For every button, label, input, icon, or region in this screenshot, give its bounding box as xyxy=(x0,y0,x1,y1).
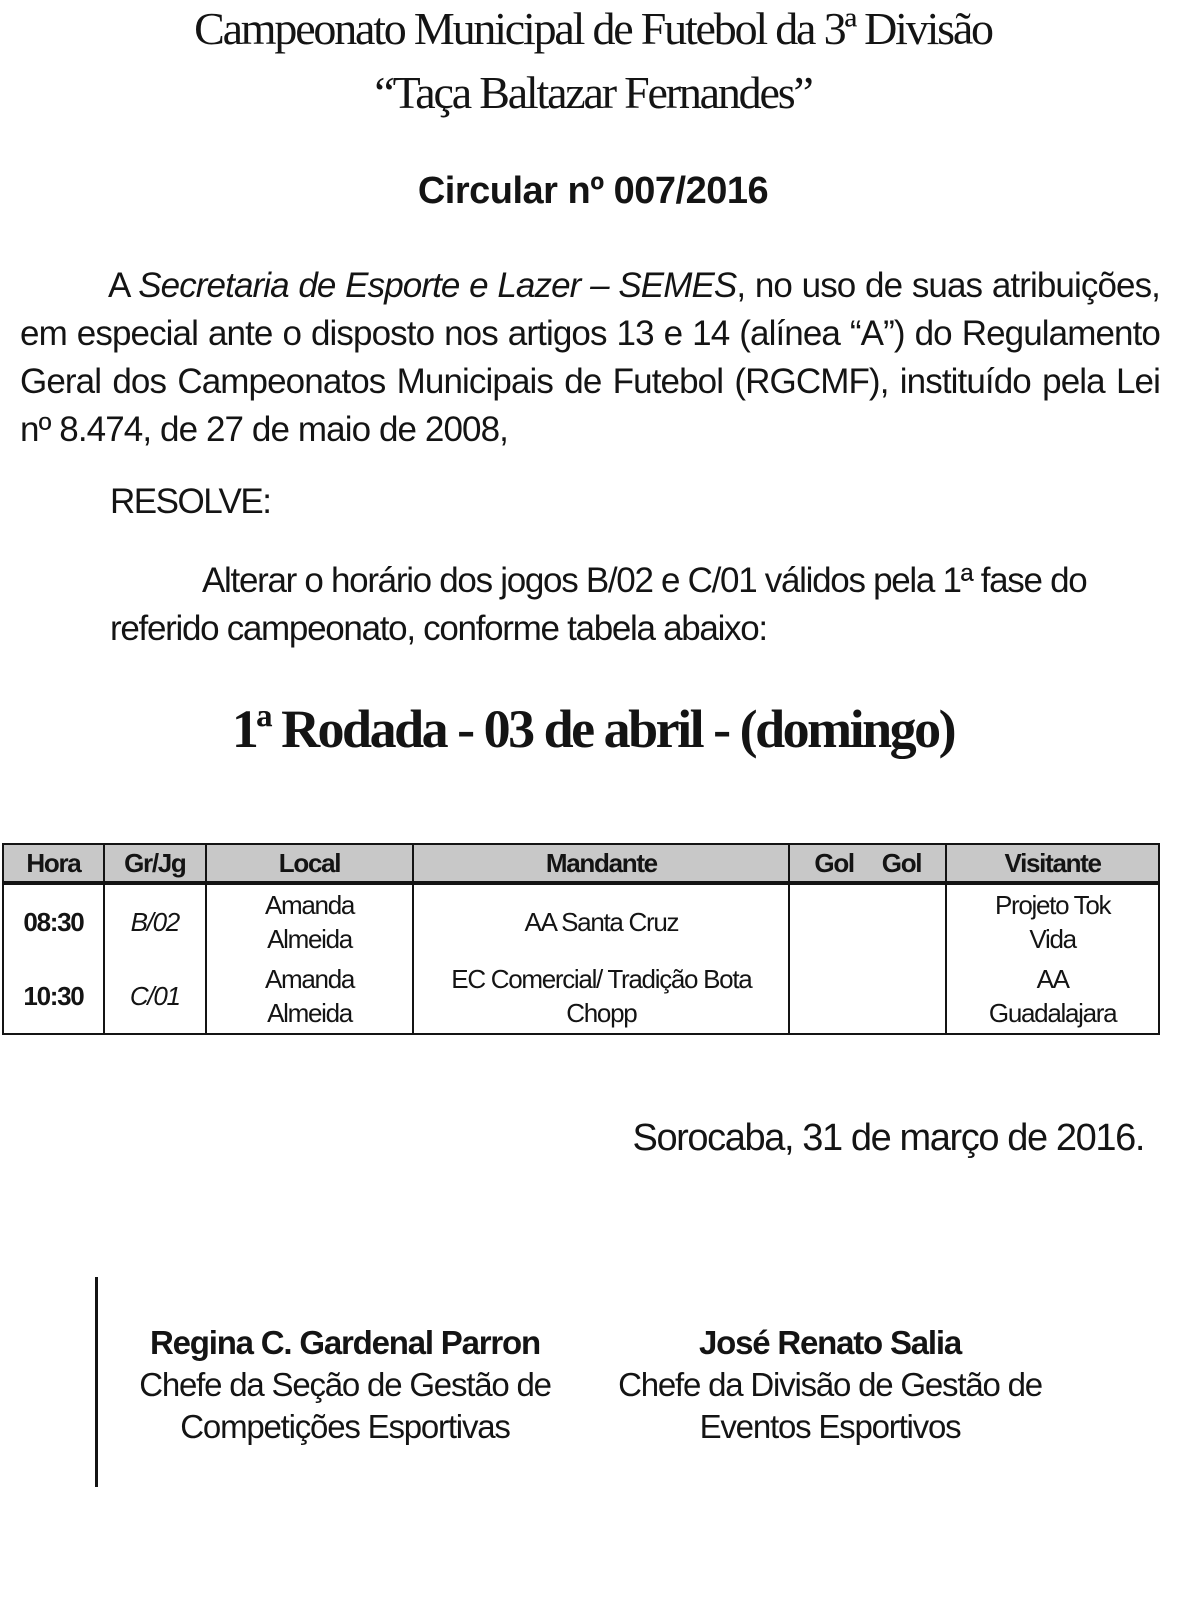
cell-visitante xyxy=(946,883,1159,959)
header-gol-away: Gol xyxy=(881,847,922,878)
table-row xyxy=(3,883,1159,959)
cell-local xyxy=(206,883,414,959)
signatory-role-line1: Chefe da Seção de Gestão de xyxy=(139,1366,551,1403)
intro-lead: A xyxy=(108,266,139,305)
cell-local xyxy=(206,959,414,1034)
signatory-role-line2: Competições Esportivas xyxy=(180,1408,510,1445)
header-grjg: Gr/Jg xyxy=(104,844,206,883)
header-hora: Hora xyxy=(3,844,104,883)
cell-visitante-line1: Projeto Tok xyxy=(994,890,1111,920)
round-title: 1ª Rodada - 03 de abril - (domingo) xyxy=(231,699,955,759)
cell-hora: 08:30 xyxy=(3,883,104,959)
header-gol xyxy=(789,844,946,883)
header-visitante: Visitante xyxy=(946,844,1159,883)
cell-local-line2: Almeida xyxy=(267,998,352,1028)
signatory-role-line2: Eventos Esportivos xyxy=(699,1408,961,1445)
circular-number: Circular nº 007/2016 xyxy=(417,170,769,212)
signatory-role-line1: Chefe da Divisão de Gestão de xyxy=(618,1366,1042,1403)
games-table xyxy=(2,843,1160,1035)
cell-mandante-line1: EC Comercial/ Tradição Bota xyxy=(451,964,752,994)
resolution-text: Alterar o horário dos jogos B/02 e C/01 válidos pela 1ª fase do referido campeonato, conforme tabela abaixo: xyxy=(110,561,1087,648)
cell-grjg: C/01 xyxy=(104,959,206,1034)
intro-paragraph xyxy=(20,262,1160,454)
signatory-name: José Renato Salia xyxy=(698,1324,962,1361)
resolve-heading: RESOLVE: xyxy=(110,482,271,521)
cell-hora: 10:30 xyxy=(3,959,104,1034)
header-gol-home: Gol xyxy=(814,847,854,878)
intro-organization: Secretaria de Esporte e Lazer – SEMES xyxy=(138,266,737,305)
cell-mandante xyxy=(413,959,789,1034)
cell-mandante-line1: AA Santa Cruz xyxy=(524,907,679,937)
cell-local-line1: Amanda xyxy=(264,964,355,994)
cell-local-line2: Almeida xyxy=(267,924,352,954)
cell-visitante xyxy=(946,959,1159,1034)
document-title: Campeonato Municipal de Futebol da 3ª Divisão xyxy=(194,3,992,54)
cell-local-line1: Amanda xyxy=(264,890,355,920)
signature-block-1 xyxy=(110,1322,580,1448)
signatory-name: Regina C. Gardenal Parron xyxy=(150,1324,540,1361)
signature-block-2 xyxy=(590,1322,1070,1448)
cell-gol xyxy=(789,883,946,959)
header-local: Local xyxy=(206,844,414,883)
resolution-paragraph xyxy=(110,557,1120,653)
intro-text: , no uso de suas atribuições, em especial ante o disposto nos artigos 13 e 14 (alínea “A”) do Regulamento Geral dos Campeonatos Municipais de Futebol (RGCMF), instituído pela Lei nº 8.474, de 27 de maio de 2008, xyxy=(20,266,1161,449)
table-header-row xyxy=(3,844,1159,883)
cell-gol xyxy=(789,959,946,1034)
cell-visitante-line2: Vida xyxy=(1029,924,1076,954)
header-mandante: Mandante xyxy=(413,844,789,883)
cell-visitante-line2: Guadalajara xyxy=(988,998,1117,1028)
margin-divider xyxy=(95,1277,98,1487)
cell-mandante-line2: Chopp xyxy=(566,998,637,1028)
cell-visitante-line1: AA xyxy=(1036,964,1069,994)
cell-mandante xyxy=(413,883,789,959)
place-date: Sorocaba, 31 de março de 2016. xyxy=(632,1117,1144,1159)
tournament-name: “Taça Baltazar Fernandes” xyxy=(374,67,812,118)
table-row xyxy=(3,959,1159,1034)
cell-grjg: B/02 xyxy=(104,883,206,959)
